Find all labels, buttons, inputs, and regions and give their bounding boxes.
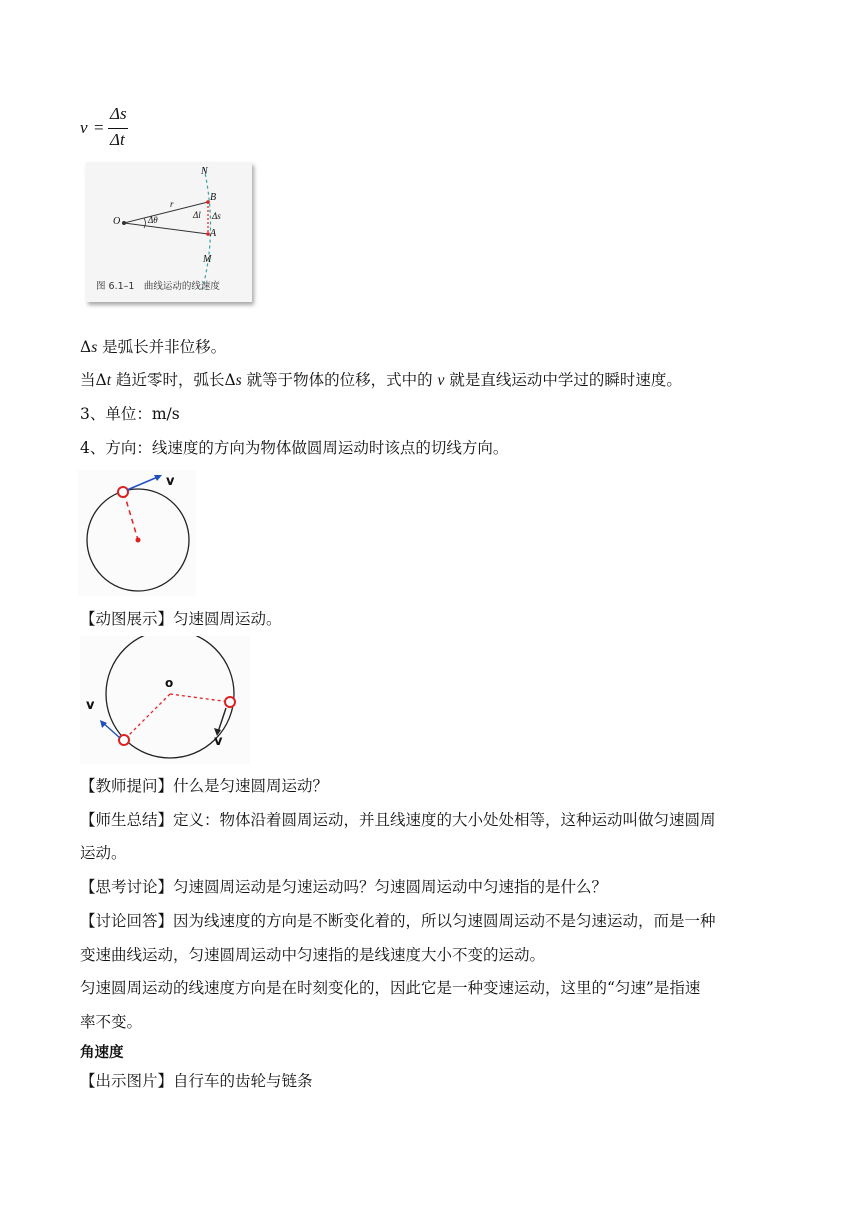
figure-uniform-motion [80,636,250,764]
text-seg: t [106,372,112,389]
formula-denominator: Δt [110,130,125,149]
heading-angular-velocity: 角速度 [80,1045,124,1061]
text-summary-line1: 【师生总结】定义：物体沿着圆周运动，并且线速度的大小处处相等，这种运动叫做匀速圆周 [80,811,716,829]
fraction-bar [108,128,128,129]
text-seg: 就是直线运动中学过的瞬时速度。 [444,371,682,389]
text-instant-velocity [80,365,785,396]
text-arc-length [80,332,785,363]
text-seg: 趋近零时，弧长Δ [111,371,236,389]
figure-caption: 图 6.1–1 曲线运动的线速度 [96,281,220,292]
formula-numerator: Δs [110,104,127,123]
label-o: o [165,676,174,690]
uniform-motion-diagram [80,636,250,764]
text-summary-line2: 运动。 [80,844,127,862]
text-teacher-question: 【教师提问】什么是匀速圆周运动？ [80,777,329,795]
label-N: N [201,166,208,177]
label-ds: Δs [212,211,221,221]
text-note-line1: 匀速圆周运动的线速度方向是在时刻变化的，因此它是一种变速运动，这里的“匀速”是指速 [80,979,701,997]
text-discussion: 【思考讨论】匀速圆周运动是匀速运动吗？匀速圆周运动中匀速指的是什么？ [80,878,608,896]
label-v-right: v [214,734,223,749]
text-animation-show: 【动图展示】匀速圆周运动。 [80,610,282,628]
label-dl: Δl [193,210,201,220]
text-seg: 是弧长并非位移。 [97,338,227,356]
text-seg: 就等于物体的位移，式中的 [241,371,438,389]
text-show-picture: 【出示图片】自行车的齿轮与链条 [80,1072,313,1090]
text-seg: Δ [80,338,92,356]
text-answer-line1: 【讨论回答】因为线速度的方向是不断变化着的，所以匀速圆周运动不是匀速运动，而是一种 [80,912,716,930]
label-v: v [166,474,175,489]
figure-tangent-velocity [78,470,196,596]
figure-curve-velocity [86,162,252,302]
text-seg: v [437,372,445,389]
text-direction: 4、方向：线速度的方向为物体做圆周运动时该点的切线方向。 [80,439,509,457]
text-seg: 当Δ [80,371,107,389]
label-B: B [210,192,217,203]
text-unit: 3、单位：m/s [80,405,180,423]
label-A: A [210,228,217,239]
label-O: O [113,216,121,227]
label-v-left: v [86,698,95,713]
formula-eq: = [94,118,104,137]
text-note-line2: 率不变。 [80,1013,143,1031]
tangent-velocity-diagram [78,470,196,596]
label-r: r [170,199,174,209]
text-seg: s [91,339,98,356]
text-seg: s [235,372,242,389]
label-dtheta: Δθ [148,215,158,225]
label-M: M [203,254,212,265]
formula-lhs: v [80,118,88,137]
text-answer-line2: 变速曲线运动，匀速圆周运动中匀速指的是线速度大小不变的运动。 [80,946,546,964]
